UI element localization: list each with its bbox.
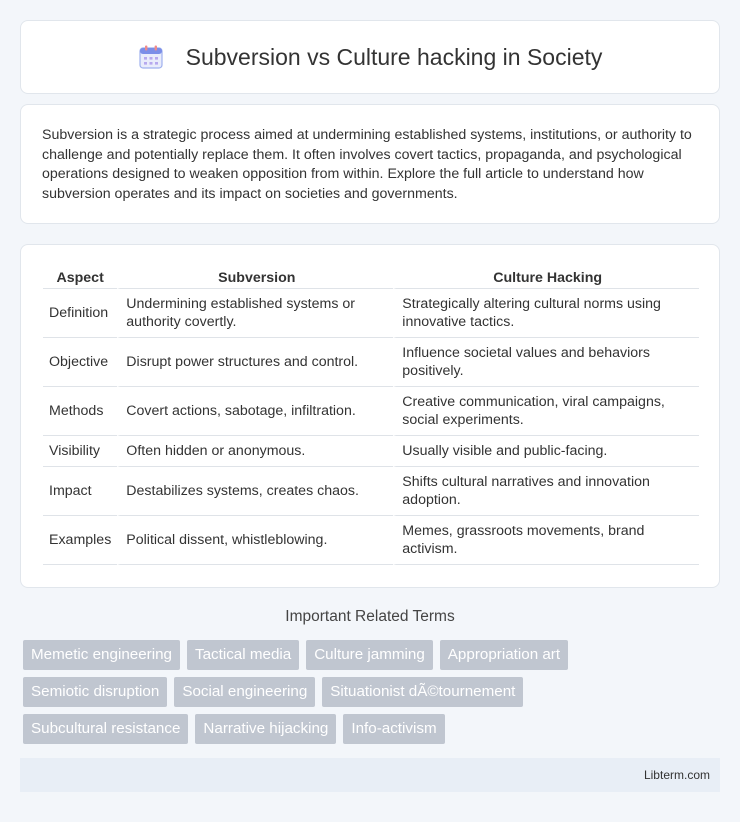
tag-narrative-hijacking[interactable]: Narrative hijacking	[195, 714, 336, 744]
tag-info-activism[interactable]: Info-activism	[343, 714, 444, 744]
table-row	[43, 387, 699, 436]
table-row	[43, 516, 699, 565]
row-subversion: Often hidden or anonymous.	[117, 436, 393, 467]
row-subversion: Covert actions, sabotage, infiltration.	[117, 387, 393, 436]
row-aspect: Examples	[43, 516, 117, 565]
row-aspect: Definition	[43, 289, 117, 338]
table-row	[43, 338, 699, 387]
tag-tactical-media[interactable]: Tactical media	[187, 640, 299, 670]
row-culture-hacking: Memes, grassroots movements, brand activism.	[393, 516, 699, 565]
row-culture-hacking: Shifts cultural narratives and innovation adoption.	[393, 467, 699, 516]
row-aspect: Visibility	[43, 436, 117, 467]
row-culture-hacking: Usually visible and public-facing.	[393, 436, 699, 467]
comparison-table	[43, 267, 699, 565]
intro-card	[20, 104, 720, 224]
row-subversion: Undermining established systems or authority covertly.	[117, 289, 393, 338]
footer-site-link[interactable]: Libterm.com	[643, 768, 710, 782]
row-subversion: Disrupt power structures and control.	[117, 338, 393, 387]
page-title: Subversion vs Culture hacking in Society	[185, 43, 603, 70]
footer	[20, 758, 720, 792]
table-row	[43, 467, 699, 516]
tag-situationist-detournement[interactable]: Situationist dÃ©tournement	[322, 677, 523, 707]
related-terms-title: Important Related Terms	[285, 608, 455, 625]
calendar-icon	[138, 44, 164, 70]
tag-row	[23, 640, 723, 670]
row-aspect: Methods	[43, 387, 117, 436]
header-aspect: Aspect	[43, 267, 117, 289]
tag-semiotic-disruption[interactable]: Semiotic disruption	[23, 677, 167, 707]
intro-text: Subversion is a strategic process aimed at undermining established systems, institutions, or authority to challenge and potentially replace them. It often involves covert tactics, propaganda, and psychological operations designed to weaken opposition from within. Explore the full article to understand how subversion operates and its impact on societies and governments.	[42, 127, 692, 202]
header-subversion: Subversion	[117, 267, 393, 289]
row-aspect: Impact	[43, 467, 117, 516]
header-card	[20, 20, 720, 94]
table-header-row	[43, 267, 699, 289]
related-terms-tags	[23, 640, 723, 751]
tag-memetic-engineering[interactable]: Memetic engineering	[23, 640, 180, 670]
row-culture-hacking: Strategically altering cultural norms using innovative tactics.	[393, 289, 699, 338]
row-culture-hacking: Creative communication, viral campaigns, social experiments.	[393, 387, 699, 436]
table-row	[43, 436, 699, 467]
tag-subcultural-resistance[interactable]: Subcultural resistance	[23, 714, 188, 744]
tag-culture-jamming[interactable]: Culture jamming	[306, 640, 433, 670]
tag-row	[23, 677, 723, 707]
tag-appropriation-art[interactable]: Appropriation art	[440, 640, 568, 670]
table-row	[43, 289, 699, 338]
row-culture-hacking: Influence societal values and behaviors positively.	[393, 338, 699, 387]
comparison-card	[20, 244, 720, 588]
title-wrap	[138, 44, 603, 71]
row-aspect: Objective	[43, 338, 117, 387]
row-subversion: Destabilizes systems, creates chaos.	[117, 467, 393, 516]
header-culture-hacking: Culture Hacking	[393, 267, 699, 289]
tag-social-engineering[interactable]: Social engineering	[174, 677, 315, 707]
tag-row	[23, 714, 723, 744]
row-subversion: Political dissent, whistleblowing.	[117, 516, 393, 565]
